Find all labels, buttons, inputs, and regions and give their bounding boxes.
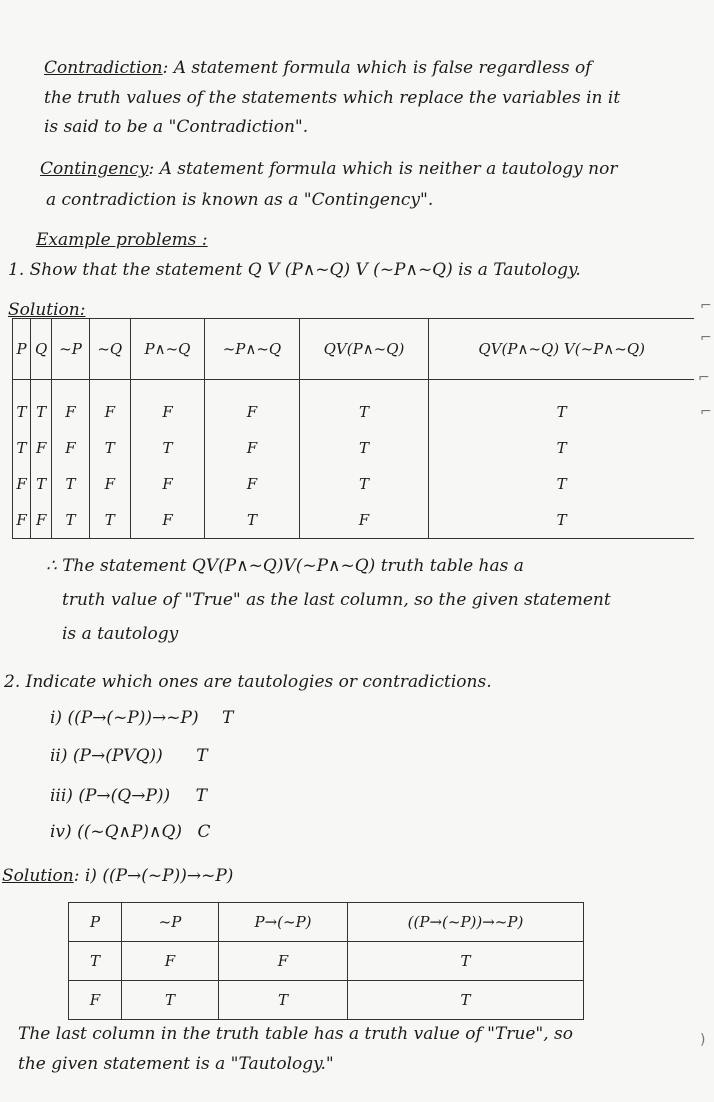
margin-mark: ⌐	[698, 370, 710, 386]
table-cell: T	[130, 430, 204, 466]
table-header: Q	[31, 319, 52, 380]
table-header: ~Q	[89, 319, 130, 380]
problem1-conclusion-1: ∴ The statement QV(P∧~Q)V(~P∧~Q) truth table has a	[46, 556, 524, 576]
table-cell: T	[122, 981, 219, 1020]
truth-table-2	[68, 902, 584, 1020]
contradiction-line-3: is said to be a "Contradiction".	[44, 117, 309, 137]
table-cell: T	[13, 430, 31, 466]
item-answer: T	[195, 786, 207, 806]
problem2-item	[50, 786, 207, 806]
table-cell: T	[52, 466, 90, 502]
table-cell: T	[299, 466, 429, 502]
table-cell: F	[205, 430, 299, 466]
table-cell: T	[429, 466, 694, 502]
table-cell: F	[31, 430, 52, 466]
table-cell: T	[348, 942, 584, 981]
table-row	[69, 942, 584, 981]
table-cell: T	[52, 502, 90, 539]
table-cell: T	[219, 981, 348, 1020]
item-number: iv)	[50, 822, 72, 842]
table-cell: T	[429, 430, 694, 466]
table-cell: T	[69, 942, 122, 981]
contingency-text-1: : A statement formula which is neither a tautology nor	[148, 159, 618, 179]
item-number: ii)	[50, 746, 68, 766]
item-number: i)	[50, 708, 63, 728]
table-cell: F	[122, 942, 219, 981]
table-header: P∧~Q	[130, 319, 204, 380]
item-answer: C	[197, 822, 211, 842]
table-cell: F	[52, 380, 90, 431]
problem2-solution-expr: : i) ((P→(~P))→~P)	[73, 866, 234, 886]
item-expression: (P→(PVQ))	[72, 746, 163, 766]
table-cell: T	[429, 380, 694, 431]
problem1-conclusion-3: is a tautology	[62, 624, 179, 644]
table-cell: F	[299, 502, 429, 539]
table-cell: T	[89, 502, 130, 539]
table-cell: T	[13, 380, 31, 431]
problem2-item	[50, 746, 208, 766]
problem2-conclusion-1: The last column in the truth table has a truth value of "True", so	[18, 1024, 574, 1044]
contingency-term: Contingency	[40, 159, 149, 179]
table-row	[69, 981, 584, 1020]
table-cell: T	[299, 430, 429, 466]
table-cell: T	[299, 380, 429, 431]
problem1-solution-label: Solution:	[8, 300, 86, 320]
table-header: ~P	[52, 319, 90, 380]
problem1-conclusion-2: truth value of "True" as the last column, so the given statement	[62, 590, 611, 610]
table-cell: F	[52, 430, 90, 466]
table-header: P	[69, 903, 122, 942]
table-row	[13, 466, 695, 502]
item-number: iii)	[50, 786, 73, 806]
table-cell: T	[31, 380, 52, 431]
table-cell: F	[205, 466, 299, 502]
table-cell: F	[89, 466, 130, 502]
table-cell: F	[205, 380, 299, 431]
problem2-statement: 2. Indicate which ones are tautologies or contradictions.	[4, 672, 492, 692]
contradiction-text-1: : A statement formula which is false regardless of	[162, 58, 592, 78]
margin-mark: ⌐	[700, 298, 712, 314]
table-cell: F	[130, 466, 204, 502]
table-row	[13, 380, 695, 431]
table-header-row	[13, 319, 695, 380]
table-cell: F	[219, 942, 348, 981]
margin-mark: ⌐	[700, 404, 712, 420]
problem2-solution	[2, 866, 233, 886]
problem2-solution-label: Solution	[2, 866, 74, 886]
item-expression: ((~Q∧P)∧Q)	[77, 822, 183, 842]
margin-mark: ⌐	[700, 330, 712, 346]
problem1-statement: 1. Show that the statement Q V (P∧~Q) V (~P∧~Q) is a Tautology.	[8, 260, 581, 280]
margin-mark: )	[700, 1032, 706, 1048]
table-header: ~P	[122, 903, 219, 942]
table-header: QV(P∧~Q)	[299, 319, 429, 380]
problem2-conclusion-2: the given statement is a "Tautology."	[18, 1054, 334, 1074]
item-answer: T	[221, 708, 234, 728]
table-cell: F	[13, 466, 31, 502]
problem2-item	[50, 822, 211, 842]
table-cell: F	[31, 502, 52, 539]
table-cell: T	[89, 430, 130, 466]
problem2-item	[50, 708, 233, 728]
table-cell: T	[31, 466, 52, 502]
table-cell: T	[429, 502, 694, 539]
contingency-line-1	[40, 159, 617, 179]
table-header-row	[69, 903, 584, 942]
table-cell: F	[130, 380, 204, 431]
contradiction-line-2: the truth values of the statements which replace the variables in it	[44, 88, 621, 108]
table-cell: T	[348, 981, 584, 1020]
table-cell: T	[205, 502, 299, 539]
table-row	[13, 502, 695, 539]
table-cell: F	[130, 502, 204, 539]
table-cell: F	[69, 981, 122, 1020]
truth-table-1	[12, 318, 694, 539]
table-header: P	[13, 319, 31, 380]
contradiction-line-1	[44, 58, 592, 78]
contingency-line-2: a contradiction is known as a "Contingency".	[46, 190, 434, 210]
item-expression: (P→(Q→P))	[78, 786, 171, 806]
table-header: ~P∧~Q	[205, 319, 299, 380]
examples-heading: Example problems :	[36, 230, 208, 250]
table-header: P→(~P)	[219, 903, 348, 942]
item-expression: ((P→(~P))→~P)	[67, 708, 199, 728]
table-header: QV(P∧~Q) V(~P∧~Q)	[429, 319, 694, 380]
item-answer: T	[196, 746, 208, 766]
table-cell: F	[13, 502, 31, 539]
contradiction-term: Contradiction	[44, 58, 163, 78]
table-row	[13, 430, 695, 466]
table-header: ((P→(~P))→~P)	[348, 903, 584, 942]
table-cell: F	[89, 380, 130, 431]
